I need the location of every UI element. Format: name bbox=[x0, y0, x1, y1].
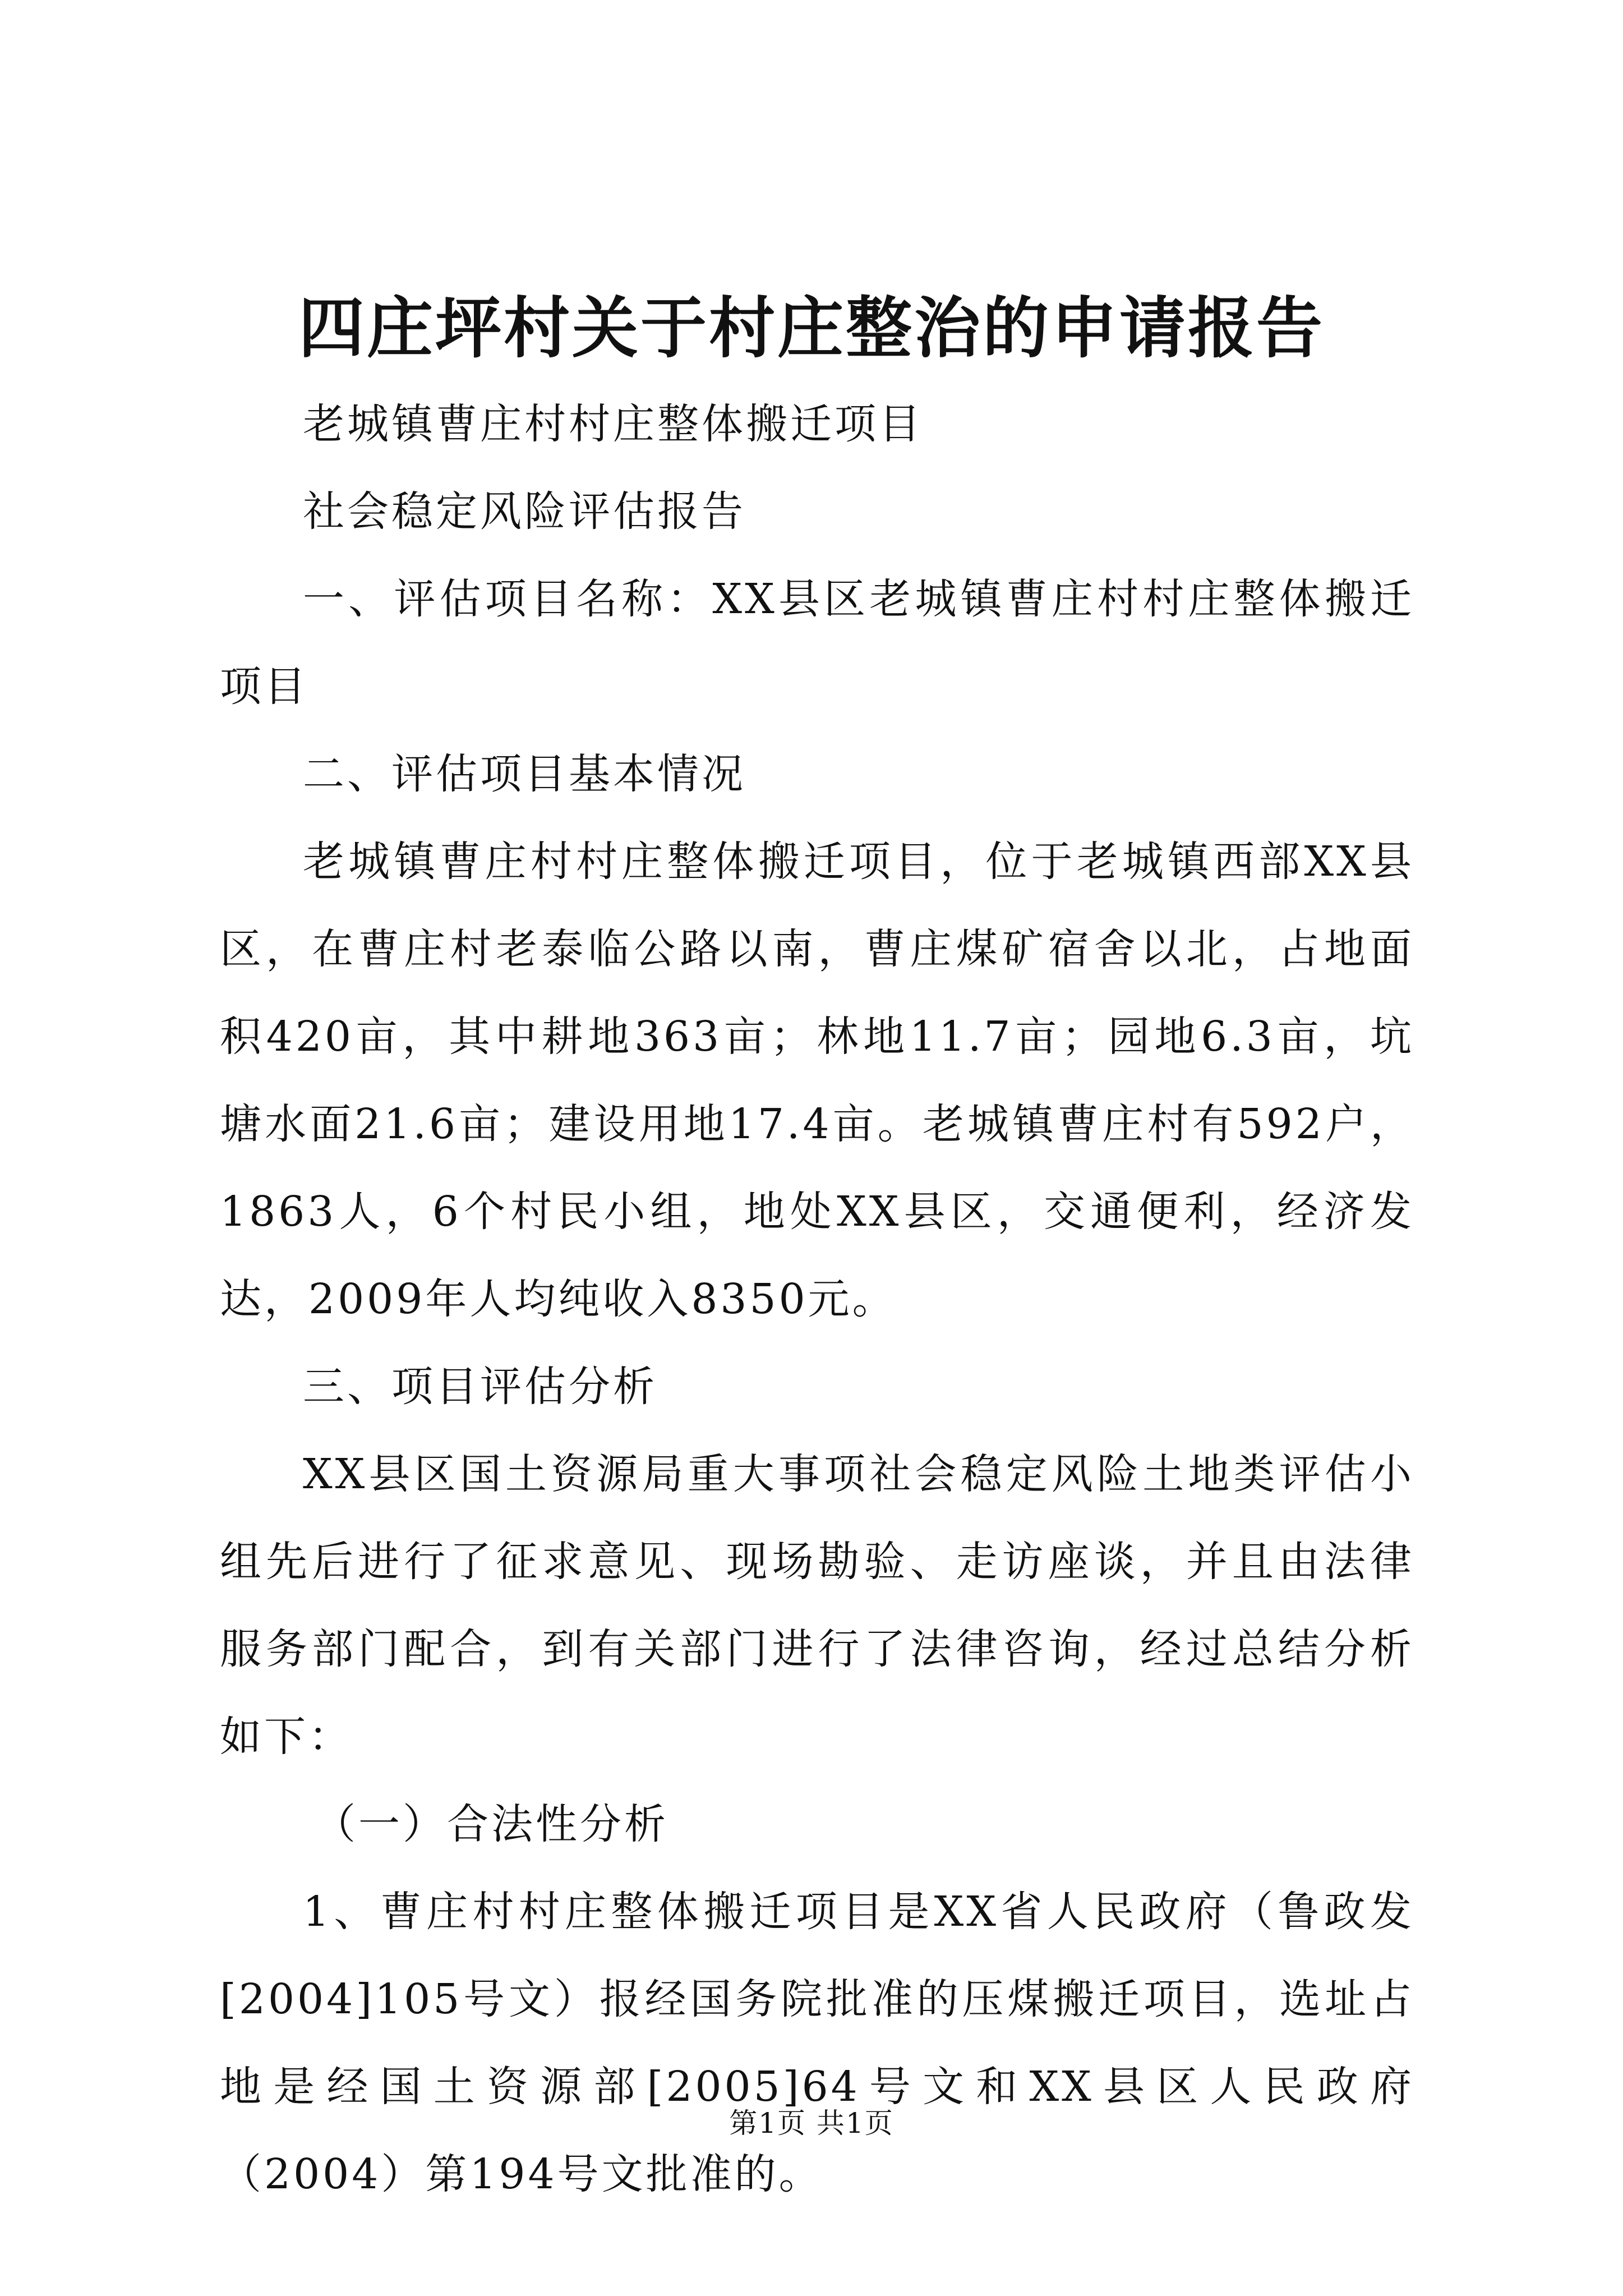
paragraph-project-name: 老城镇曹庄村村庄整体搬迁项目 bbox=[303, 400, 923, 448]
paragraph-section-1: 一、评估项目名称：XX县区老城镇曹庄村村庄整体搬迁项目 bbox=[220, 575, 1414, 711]
paragraph-basic-info: 老城镇曹庄村村庄整体搬迁项目，位于老城镇西部XX县区，在曹庄村老泰临公路以南，曹庄煤矿宿舍以北，占地面积420亩，其中耕地363亩；林地11.7亩；园地6.3亩，坑塘水面21.6亩；建设用地17.4亩。老城镇曹庄村有592户，1863人，6个村民小组，地处XX县区，交通便利，经济发达，2009年人均纯收入8350元。 bbox=[220, 838, 1414, 1323]
paragraph-report-name: 社会稳定风险评估报告 bbox=[303, 487, 746, 536]
paragraph-legality-1: 1、曹庄村村庄整体搬迁项目是XX省人民政府（鲁政发[2004]105号文）报经国务院批准的压煤搬迁项目，选址占地是经国土资源部[2005]64号文和XX县区人民政府（2004）第194号文批准的。 bbox=[220, 1888, 1414, 2198]
page-footer: 第1页 共1页 bbox=[729, 2107, 894, 2139]
paragraph-section-2-heading: 二、评估项目基本情况 bbox=[303, 750, 746, 798]
document-title: 四庄坪村关于村庄整治的申请报告 bbox=[298, 289, 1325, 367]
document-body bbox=[220, 380, 1414, 2218]
paragraph-section-3-heading: 三、项目评估分析 bbox=[303, 1363, 657, 1411]
paragraph-legality-heading: （一）合法性分析 bbox=[314, 1800, 668, 1848]
paragraph-analysis-intro: XX县区国土资源局重大事项社会稳定风险土地类评估小组先后进行了征求意见、现场勘验、走访座谈，并且由法律服务部门配合，到有关部门进行了法律咨询，经过总结分析如下： bbox=[220, 1450, 1414, 1761]
